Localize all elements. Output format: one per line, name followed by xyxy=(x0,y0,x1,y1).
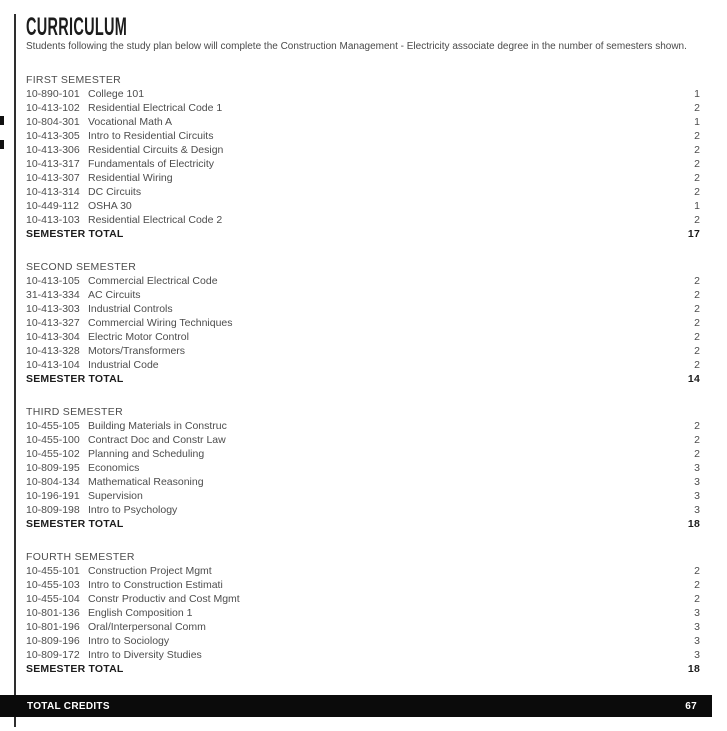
course-name: Commercial Wiring Techniques xyxy=(88,317,233,329)
page-title: CURRICULUM xyxy=(26,13,128,41)
course-credits: 3 xyxy=(694,649,700,661)
course-credits: 3 xyxy=(694,462,700,474)
course-name: Fundamentals of Electricity xyxy=(88,158,215,170)
course-name: Supervision xyxy=(88,490,143,502)
course-row xyxy=(26,578,700,592)
course-code: 10-890-101 xyxy=(26,88,80,100)
course-name: Intro to Residential Circuits xyxy=(88,130,214,142)
course-code: 10-809-198 xyxy=(26,504,80,516)
total-credits-bar xyxy=(0,695,712,717)
course-row xyxy=(26,171,700,185)
course-code: 10-413-303 xyxy=(26,303,80,315)
course-code: 10-809-195 xyxy=(26,462,80,474)
course-code: 10-455-102 xyxy=(26,448,80,460)
course-credits: 1 xyxy=(694,200,700,212)
course-credits: 2 xyxy=(694,275,700,287)
course-name: Residential Electrical Code 1 xyxy=(88,102,223,114)
course-name: Intro to Psychology xyxy=(88,504,178,516)
course-row xyxy=(26,592,700,606)
course-name: Contract Doc and Constr Law xyxy=(88,434,226,446)
semester-total-value: 14 xyxy=(687,373,700,385)
course-row xyxy=(26,433,700,447)
course-credits: 2 xyxy=(694,186,700,198)
semester-total-label: SEMESTER TOTAL xyxy=(26,518,124,530)
semester-total-value: 17 xyxy=(687,228,700,240)
semester-total-row xyxy=(26,372,700,386)
page-subtitle: Students following the study plan below will complete the Construction Management - Electricity associate degree in the number of semesters shown. xyxy=(26,41,687,52)
semester-total-label: SEMESTER TOTAL xyxy=(26,228,124,240)
course-row xyxy=(26,185,700,199)
course-name: Intro to Sociology xyxy=(88,635,170,647)
course-code: 31-413-334 xyxy=(26,289,80,301)
course-code: 10-804-301 xyxy=(26,116,80,128)
course-name: Electric Motor Control xyxy=(88,331,189,343)
course-code: 10-413-327 xyxy=(26,317,80,329)
course-row xyxy=(26,475,700,489)
course-row xyxy=(26,157,700,171)
course-row xyxy=(26,129,700,143)
course-credits: 3 xyxy=(694,607,700,619)
semester-total-value: 18 xyxy=(687,518,700,530)
semester-section xyxy=(26,73,700,241)
course-credits: 3 xyxy=(694,504,700,516)
course-name: College 101 xyxy=(88,88,145,100)
edge-tick-mark xyxy=(0,140,4,149)
course-credits: 2 xyxy=(694,144,700,156)
course-row xyxy=(26,344,700,358)
total-credits-value: 67 xyxy=(685,700,697,712)
course-row xyxy=(26,330,700,344)
course-name: Residential Circuits & Design xyxy=(88,144,224,156)
course-credits: 2 xyxy=(694,130,700,142)
course-code: 10-804-134 xyxy=(26,476,80,488)
course-code: 10-413-317 xyxy=(26,158,80,170)
edge-tick-mark xyxy=(0,116,4,125)
curriculum-content xyxy=(26,14,700,717)
course-name: Intro to Diversity Studies xyxy=(88,649,202,661)
course-row xyxy=(26,419,700,433)
course-row xyxy=(26,358,700,372)
semester-header: THIRD SEMESTER xyxy=(26,406,123,418)
course-code: 10-413-307 xyxy=(26,172,80,184)
course-code: 10-196-191 xyxy=(26,490,80,502)
course-row xyxy=(26,648,700,662)
course-code: 10-455-100 xyxy=(26,434,80,446)
course-rows xyxy=(26,87,700,227)
course-row xyxy=(26,606,700,620)
semester-total-value: 18 xyxy=(687,663,700,675)
course-credits: 2 xyxy=(694,345,700,357)
course-name: Vocational Math A xyxy=(88,116,173,128)
course-credits: 2 xyxy=(694,303,700,315)
course-row xyxy=(26,199,700,213)
course-credits: 2 xyxy=(694,102,700,114)
course-credits: 2 xyxy=(694,317,700,329)
course-code: 10-801-196 xyxy=(26,621,80,633)
semester-total-label: SEMESTER TOTAL xyxy=(26,373,124,385)
course-code: 10-413-103 xyxy=(26,214,80,226)
course-credits: 1 xyxy=(694,88,700,100)
course-name: Planning and Scheduling xyxy=(88,448,205,460)
course-code: 10-413-104 xyxy=(26,359,80,371)
course-name: Residential Wiring xyxy=(88,172,173,184)
semester-section xyxy=(26,405,700,531)
course-row xyxy=(26,274,700,288)
course-credits: 2 xyxy=(694,593,700,605)
course-row xyxy=(26,302,700,316)
course-code: 10-413-314 xyxy=(26,186,80,198)
course-row xyxy=(26,288,700,302)
total-credits-label: TOTAL CREDITS xyxy=(27,700,110,712)
course-code: 10-413-305 xyxy=(26,130,80,142)
course-credits: 2 xyxy=(694,420,700,432)
course-row xyxy=(26,115,700,129)
course-credits: 3 xyxy=(694,621,700,633)
course-name: Residential Electrical Code 2 xyxy=(88,214,223,226)
course-name: Oral/Interpersonal Comm xyxy=(88,621,206,633)
semester-total-label: SEMESTER TOTAL xyxy=(26,663,124,675)
course-code: 10-413-328 xyxy=(26,345,80,357)
semester-sections xyxy=(26,73,700,676)
semester-header: FOURTH SEMESTER xyxy=(26,551,135,563)
course-name: Economics xyxy=(88,462,140,474)
course-credits: 2 xyxy=(694,448,700,460)
course-code: 10-455-105 xyxy=(26,420,80,432)
course-row xyxy=(26,87,700,101)
semester-section xyxy=(26,550,700,676)
course-name: Constr Productiv and Cost Mgmt xyxy=(88,593,240,605)
course-name: Industrial Code xyxy=(88,359,159,371)
course-row xyxy=(26,316,700,330)
left-vertical-rule xyxy=(14,14,16,727)
course-credits: 3 xyxy=(694,476,700,488)
course-credits: 2 xyxy=(694,214,700,226)
course-name: Intro to Construction Estimati xyxy=(88,579,223,591)
course-name: Construction Project Mgmt xyxy=(88,565,212,577)
course-row xyxy=(26,461,700,475)
course-name: Mathematical Reasoning xyxy=(88,476,204,488)
course-rows xyxy=(26,419,700,517)
course-row xyxy=(26,564,700,578)
semester-header: SECOND SEMESTER xyxy=(26,261,137,273)
course-row xyxy=(26,447,700,461)
course-row xyxy=(26,634,700,648)
course-code: 10-413-306 xyxy=(26,144,80,156)
course-credits: 2 xyxy=(694,579,700,591)
course-code: 10-413-304 xyxy=(26,331,80,343)
semester-total-row xyxy=(26,517,700,531)
semester-section xyxy=(26,260,700,386)
course-code: 10-413-105 xyxy=(26,275,80,287)
course-code: 10-809-196 xyxy=(26,635,80,647)
semester-total-row xyxy=(26,662,700,676)
course-credits: 2 xyxy=(694,434,700,446)
course-credits: 2 xyxy=(694,331,700,343)
course-name: Motors/Transformers xyxy=(88,345,186,357)
course-credits: 2 xyxy=(694,289,700,301)
course-row xyxy=(26,489,700,503)
course-name: Industrial Controls xyxy=(88,303,173,315)
course-row xyxy=(26,213,700,227)
course-credits: 2 xyxy=(694,158,700,170)
course-credits: 1 xyxy=(694,116,700,128)
course-code: 10-449-112 xyxy=(26,200,79,212)
course-credits: 2 xyxy=(694,359,700,371)
course-rows xyxy=(26,564,700,662)
course-name: OSHA 30 xyxy=(88,200,132,212)
semester-total-row xyxy=(26,227,700,241)
course-row xyxy=(26,503,700,517)
course-code: 10-455-101 xyxy=(26,565,80,577)
course-credits: 2 xyxy=(694,565,700,577)
course-name: AC Circuits xyxy=(88,289,141,301)
course-credits: 3 xyxy=(694,635,700,647)
course-code: 10-809-172 xyxy=(26,649,80,661)
course-name: Building Materials in Construc xyxy=(88,420,227,432)
course-name: DC Circuits xyxy=(88,186,142,198)
course-name: Commercial Electrical Code xyxy=(88,275,218,287)
course-name: English Composition 1 xyxy=(88,607,193,619)
course-code: 10-413-102 xyxy=(26,102,80,114)
course-credits: 2 xyxy=(694,172,700,184)
course-code: 10-801-136 xyxy=(26,607,80,619)
course-row xyxy=(26,620,700,634)
course-code: 10-455-103 xyxy=(26,579,80,591)
course-rows xyxy=(26,274,700,372)
course-row xyxy=(26,101,700,115)
course-credits: 3 xyxy=(694,490,700,502)
course-row xyxy=(26,143,700,157)
semester-header: FIRST SEMESTER xyxy=(26,74,122,86)
course-code: 10-455-104 xyxy=(26,593,80,605)
